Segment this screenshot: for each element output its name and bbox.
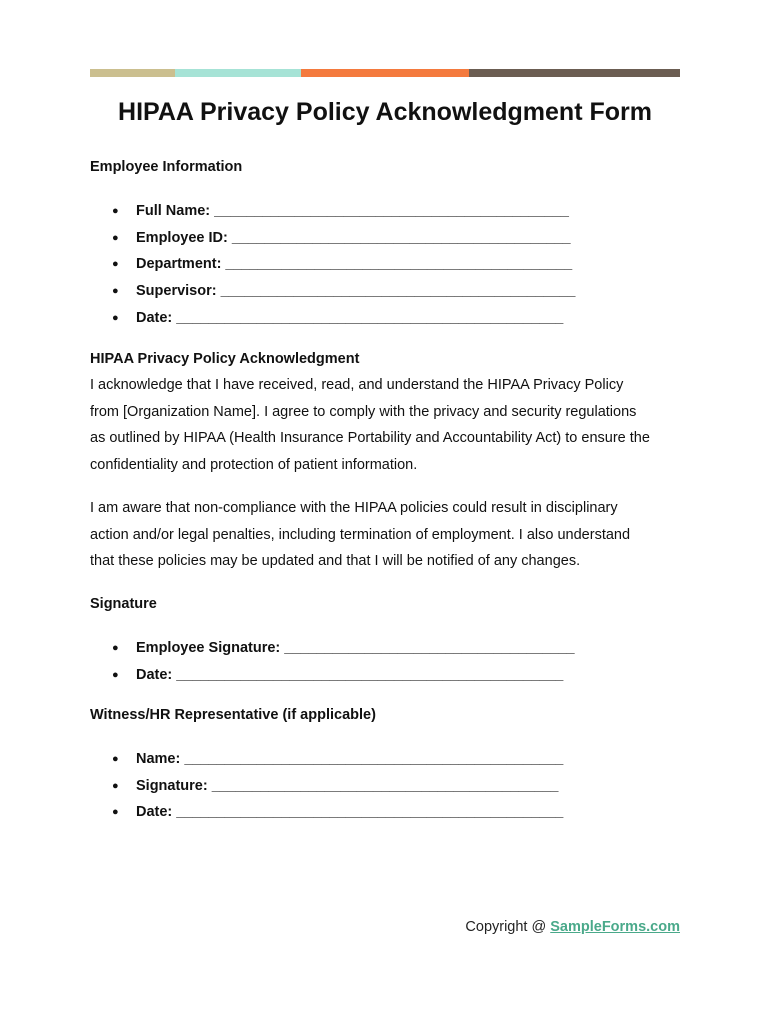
decorative-color-bar	[90, 69, 680, 77]
page-title: HIPAA Privacy Policy Acknowledgment Form	[118, 98, 652, 126]
paragraph-line: as outlined by HIPAA (Health Insurance Portability and Accountability Act) to ensure the	[90, 430, 650, 447]
paragraph-line: action and/or legal penalties, including termination of employment. I also understand	[90, 526, 631, 543]
supervisor-field[interactable]: ● Supervisor: ____________________________________________	[90, 281, 575, 308]
witness-signature-field[interactable]: ● Signature: ___________________________________________	[90, 776, 563, 803]
paragraph-line: I am aware that non-compliance with the HIPAA policies could result in disciplinary	[90, 500, 618, 516]
acknowledgment-paragraph-1	[90, 372, 690, 479]
color-bar-segment-tan	[90, 69, 175, 77]
paragraph-line: that these policies may be updated and that I will be notified of any changes.	[90, 553, 581, 570]
employee-id-field[interactable]: ● Employee ID: __________________________________________	[90, 228, 575, 255]
date-field[interactable]: ● Date: ________________________________________________	[90, 308, 575, 335]
full-name-field[interactable]: ● Full Name: ____________________________________________	[90, 201, 575, 228]
paragraph-line: from [Organization Name]. I agree to comply with the privacy and security regulations	[90, 403, 637, 420]
acknowledgment-heading: HIPAA Privacy Policy Acknowledgment	[90, 351, 360, 367]
employee-info-list	[90, 201, 575, 334]
signature-date-field[interactable]: ● Date: ________________________________________________	[90, 665, 575, 692]
signature-list	[90, 638, 575, 691]
signature-heading: Signature	[90, 596, 157, 612]
paragraph-line: I acknowledge that I have received, read, and understand the HIPAA Privacy Policy	[90, 377, 624, 393]
acknowledgment-paragraph-2	[90, 495, 690, 575]
employee-signature-field[interactable]: ● Employee Signature: ____________________________________	[90, 638, 575, 665]
department-field[interactable]: ● Department: ___________________________________________	[90, 254, 575, 281]
color-bar-segment-orange	[301, 69, 469, 77]
witness-date-field[interactable]: ● Date: ________________________________________________	[90, 802, 563, 829]
witness-name-field[interactable]: ● Name: _______________________________________________	[90, 749, 563, 776]
color-bar-segment-teal	[175, 69, 301, 77]
witness-heading: Witness/HR Representative (if applicable)	[90, 707, 376, 723]
copyright-prefix: Copyright @	[465, 919, 551, 935]
brand-link[interactable]: SampleForms.com	[550, 919, 680, 935]
witness-list	[90, 749, 563, 829]
color-bar-segment-brown	[469, 69, 680, 77]
paragraph-line: confidentiality and protection of patient information.	[90, 457, 418, 474]
copyright-notice	[465, 919, 680, 935]
employee-info-heading: Employee Information	[90, 159, 243, 175]
